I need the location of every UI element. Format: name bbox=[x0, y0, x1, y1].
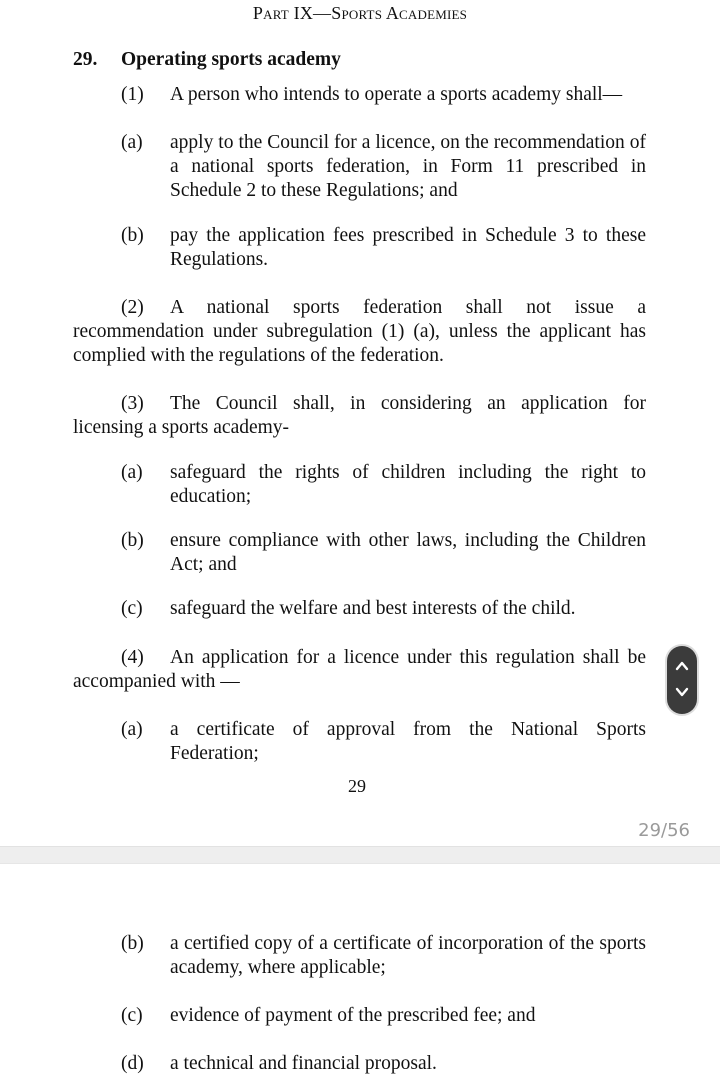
paragraph-4a-label: (a) bbox=[121, 719, 143, 740]
chevron-up-icon[interactable] bbox=[675, 660, 689, 672]
chevron-down-icon[interactable] bbox=[675, 686, 689, 698]
paragraph-2 bbox=[73, 296, 646, 368]
paragraph-3b-text: ensure compliance with other laws, including the Children Act; and bbox=[170, 530, 646, 575]
paragraph-4d-text: a technical and financial proposal. bbox=[170, 1053, 437, 1074]
paragraph-3-text: The Council shall, in considering an application for licensing a sports academy- bbox=[73, 393, 646, 438]
paragraph-3a-text: safeguard the rights of children including the right to education; bbox=[170, 462, 646, 507]
paragraph-4-text: An application for a licence under this regulation shall be accompanied with — bbox=[73, 647, 646, 692]
section-title: Operating sports academy bbox=[121, 49, 341, 70]
paragraph-4b-label: (b) bbox=[121, 933, 144, 954]
page-number: 29 bbox=[348, 776, 366, 796]
paragraph-2-text: A national sports federation shall not issue a recommendation under subregulation (1) (a), unless the applicant has complied with the regulations of the federation. bbox=[73, 297, 646, 366]
paragraph-1a-text: apply to the Council for a licence, on the recommendation of a national sports federation, in Form 11 prescribed in Schedule 2 to these Regulations; and bbox=[170, 132, 646, 201]
section-number: 29. bbox=[73, 49, 98, 70]
paragraph-1a-label: (a) bbox=[121, 132, 143, 153]
part-title: Sports Academies bbox=[331, 3, 468, 23]
paragraph-3c-text: safeguard the welfare and best interests of the child. bbox=[170, 598, 576, 619]
running-header bbox=[0, 3, 720, 24]
section-heading bbox=[73, 48, 341, 72]
page-count-indicator: 29/56 bbox=[638, 820, 690, 841]
paragraph-4c-label: (c) bbox=[121, 1005, 143, 1026]
paragraph-3 bbox=[73, 392, 646, 440]
paragraph-4a-text: a certificate of approval from the National Sports Federation; bbox=[170, 719, 646, 764]
paragraph-2-label: (2) bbox=[121, 297, 144, 318]
paragraph-3c-label: (c) bbox=[121, 598, 143, 619]
paragraph-4d-label: (d) bbox=[121, 1053, 144, 1074]
page-divider bbox=[0, 846, 720, 864]
paragraph-4 bbox=[73, 646, 646, 694]
paragraph-4b-text: a certified copy of a certificate of incorporation of the sports academy, where applicable; bbox=[170, 933, 646, 978]
paragraph-1b-text: pay the application fees prescribed in Schedule 3 to these Regulations. bbox=[170, 225, 646, 270]
page-scroll-widget[interactable] bbox=[667, 646, 697, 714]
paragraph-1-text: A person who intends to operate a sports academy shall— bbox=[170, 84, 623, 105]
paragraph-4c-text: evidence of payment of the prescribed fee; and bbox=[170, 1005, 536, 1026]
part-label: Part IX bbox=[252, 3, 314, 23]
header-dash: — bbox=[313, 3, 332, 23]
paragraph-3a-label: (a) bbox=[121, 462, 143, 483]
paragraph-4-label: (4) bbox=[121, 647, 144, 668]
paragraph-1-label: (1) bbox=[121, 84, 144, 105]
paragraph-3-label: (3) bbox=[121, 393, 144, 414]
paragraph-3b-label: (b) bbox=[121, 530, 144, 551]
paragraph-1b-label: (b) bbox=[121, 225, 144, 246]
